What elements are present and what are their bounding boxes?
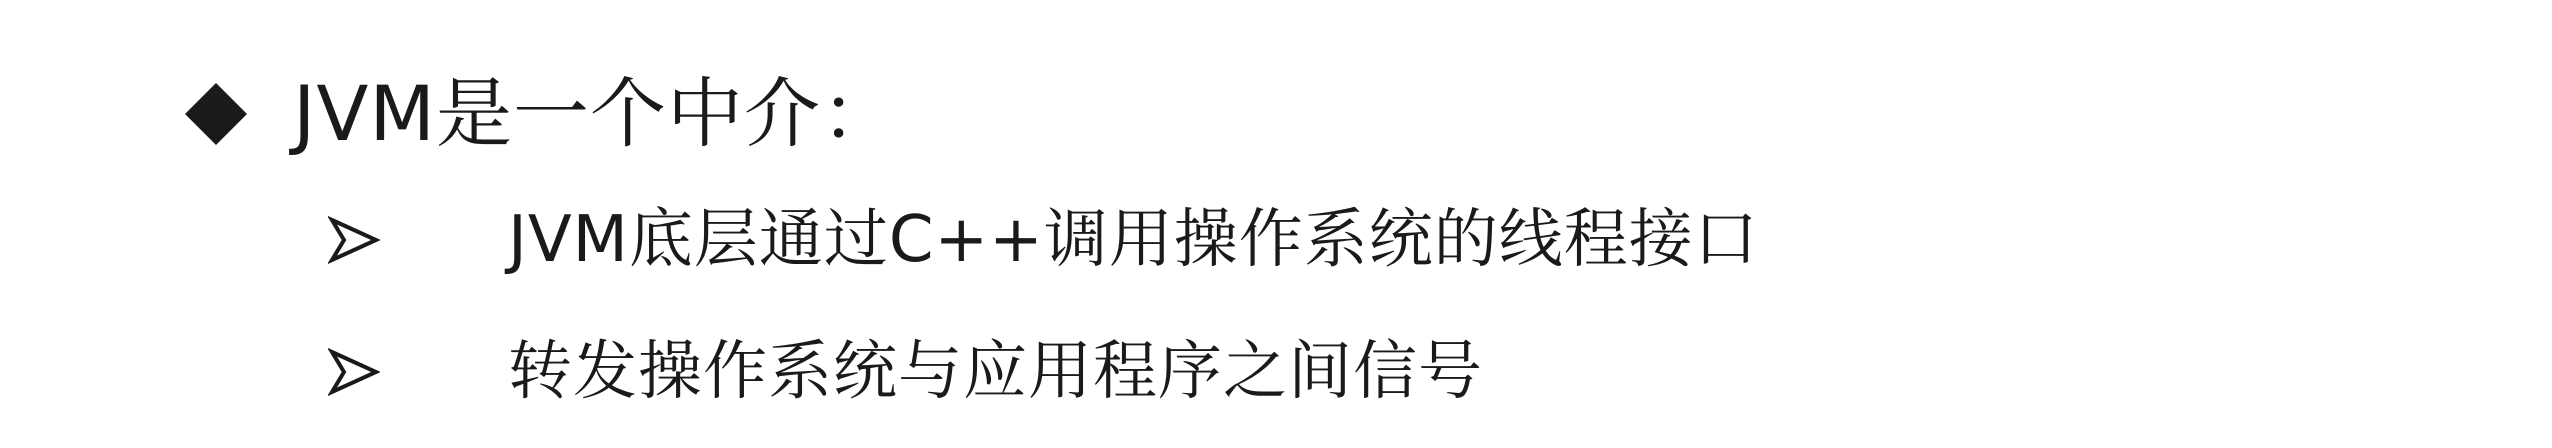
sub-bullet-text: 转发操作系统与应用程序之间信号 [508,335,1483,409]
sub-bullet [328,192,1759,288]
arrowhead-bullet-icon [328,346,380,398]
main-bullet [183,58,898,170]
diamond-bullet-icon [183,81,249,147]
sub-bullet-text: JVM底层通过C++调用操作系统的线程接口 [508,203,1759,277]
sub-bullet [328,324,1483,420]
arrowhead-bullet-icon [328,214,380,266]
main-bullet-text: JVM是一个中介： [293,69,898,158]
